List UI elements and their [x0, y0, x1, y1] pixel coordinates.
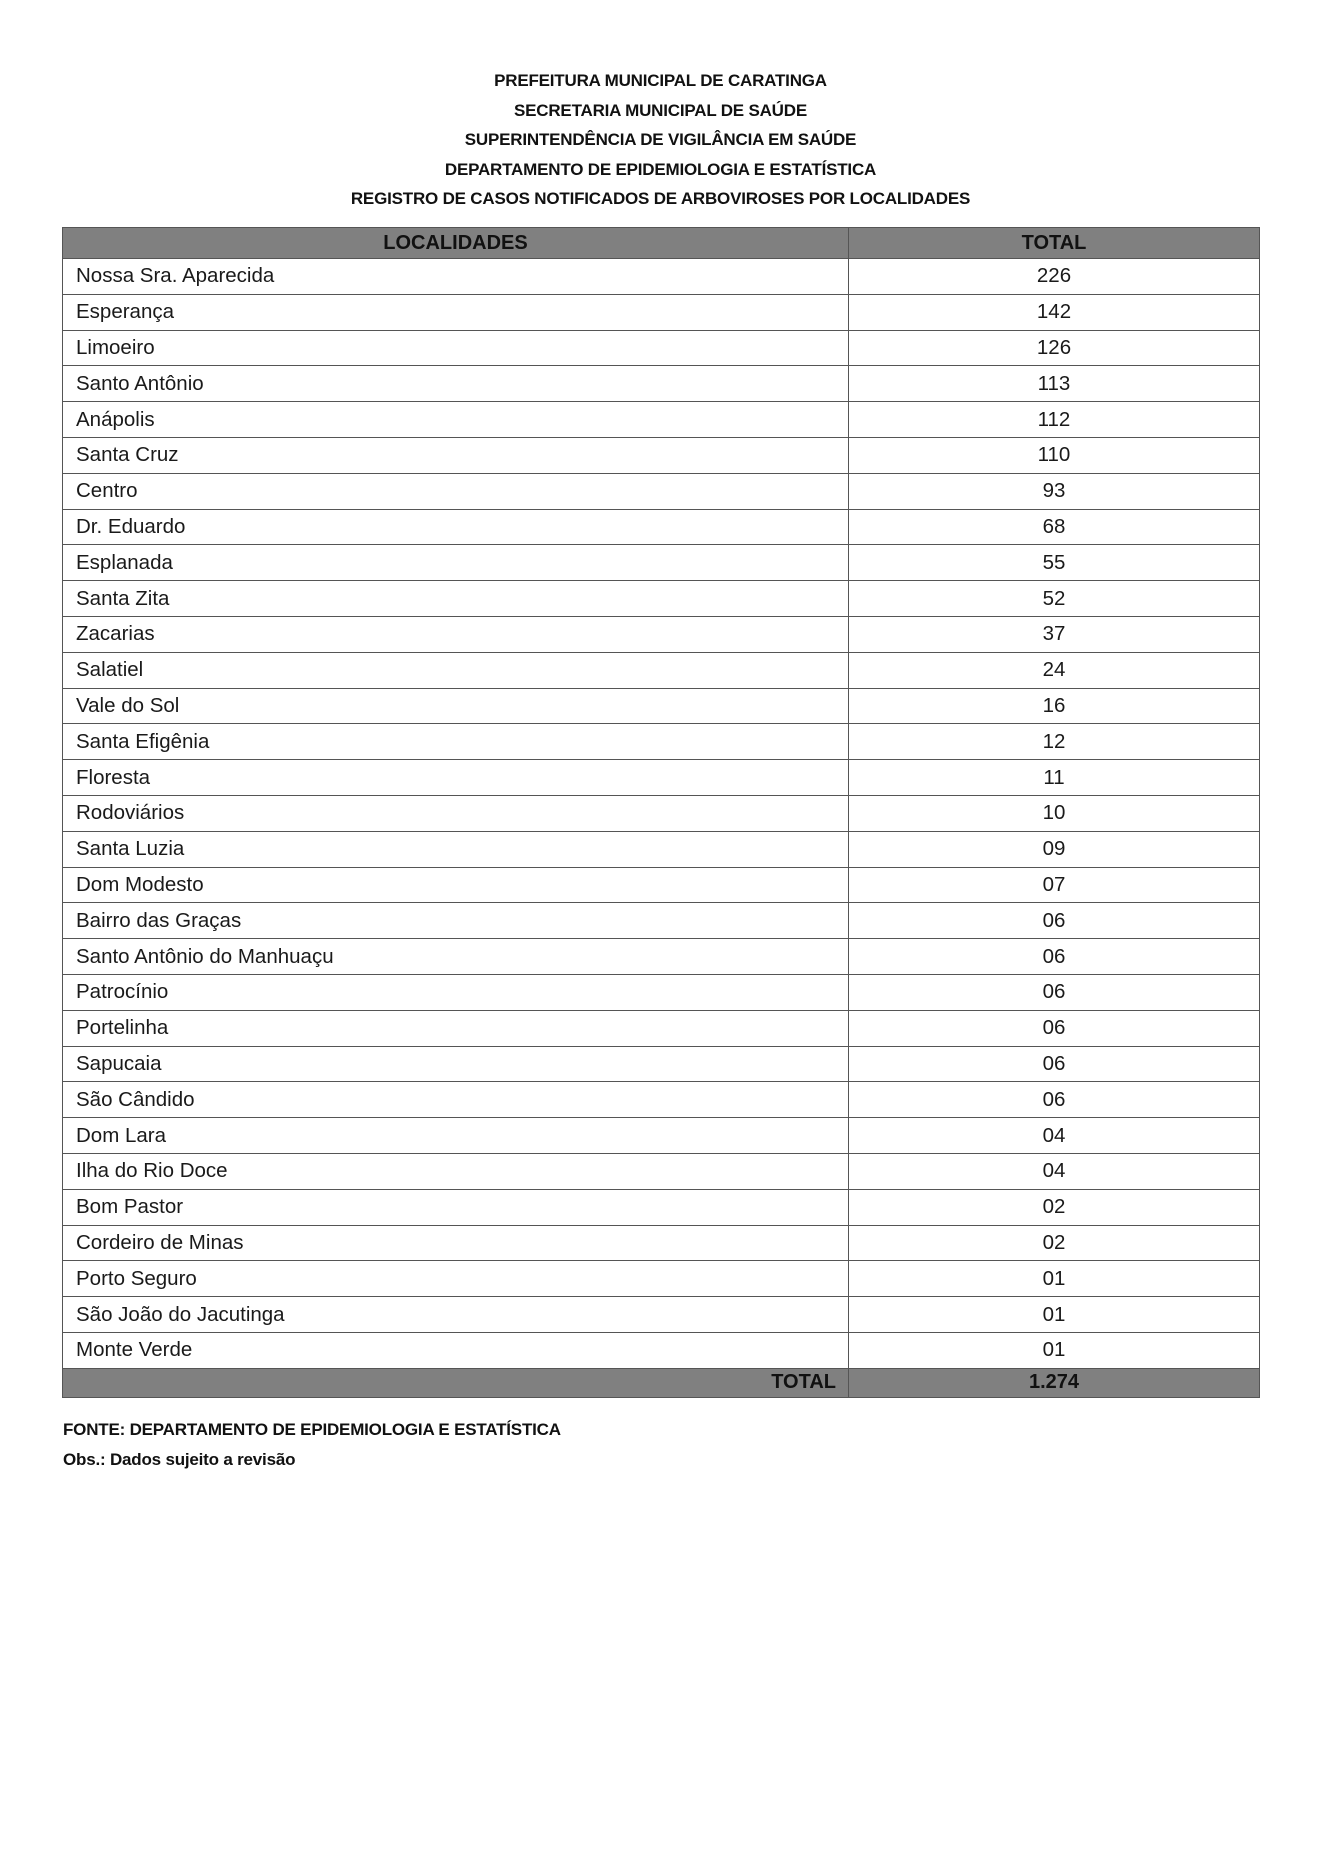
- locality-total: 06: [849, 939, 1260, 975]
- table-row: [63, 1332, 1260, 1368]
- table-row: [63, 974, 1260, 1010]
- document-title: REGISTRO DE CASOS NOTIFICADOS DE ARBOVIROSES POR LOCALIDADES: [350, 189, 971, 208]
- header-line-prefeitura: PREFEITURA MUNICIPAL DE CARATINGA: [494, 71, 827, 90]
- locality-total: 11: [849, 760, 1260, 796]
- locality-name: Esplanada: [63, 545, 849, 581]
- locality-total: 113: [849, 366, 1260, 402]
- locality-total: 01: [849, 1261, 1260, 1297]
- table-row: [63, 688, 1260, 724]
- locality-total: 93: [849, 473, 1260, 509]
- locality-total: 06: [849, 1082, 1260, 1118]
- total-value: 1.274: [849, 1368, 1260, 1397]
- locality-total: 112: [849, 402, 1260, 438]
- locality-total: 06: [849, 903, 1260, 939]
- table-row: [63, 1046, 1260, 1082]
- total-label: TOTAL: [63, 1368, 849, 1397]
- locality-total: 06: [849, 1046, 1260, 1082]
- locality-total: 02: [849, 1189, 1260, 1225]
- column-header-total: TOTAL: [849, 228, 1260, 259]
- cases-by-locality-table: [62, 227, 1260, 1398]
- source-note: FONTE: DEPARTAMENTO DE EPIDEMIOLOGIA E ESTATÍSTICA: [63, 1420, 561, 1439]
- table-row: [63, 473, 1260, 509]
- locality-total: 06: [849, 1010, 1260, 1046]
- locality-total: 226: [849, 259, 1260, 295]
- table-row: [63, 1010, 1260, 1046]
- locality-name: Bom Pastor: [63, 1189, 849, 1225]
- locality-name: Portelinha: [63, 1010, 849, 1046]
- locality-name: Santa Efigênia: [63, 724, 849, 760]
- locality-name: Salatiel: [63, 652, 849, 688]
- table-row: [63, 760, 1260, 796]
- locality-total: 12: [849, 724, 1260, 760]
- locality-name: Sapucaia: [63, 1046, 849, 1082]
- table-row: [63, 1297, 1260, 1333]
- table-row: [63, 724, 1260, 760]
- table-row: [63, 259, 1260, 295]
- locality-name: Santo Antônio do Manhuaçu: [63, 939, 849, 975]
- locality-name: Floresta: [63, 760, 849, 796]
- table-row: [63, 903, 1260, 939]
- locality-name: Dr. Eduardo: [63, 509, 849, 545]
- locality-total: 04: [849, 1153, 1260, 1189]
- locality-total: 126: [849, 330, 1260, 366]
- table-row: [63, 616, 1260, 652]
- locality-total: 16: [849, 688, 1260, 724]
- locality-name: Monte Verde: [63, 1332, 849, 1368]
- table-row: [63, 437, 1260, 473]
- locality-name: Ilha do Rio Doce: [63, 1153, 849, 1189]
- locality-total: 68: [849, 509, 1260, 545]
- locality-total: 01: [849, 1332, 1260, 1368]
- revision-note: Obs.: Dados sujeito a revisão: [63, 1450, 296, 1469]
- locality-name: Santa Zita: [63, 581, 849, 617]
- locality-name: Limoeiro: [63, 330, 849, 366]
- table-row: [63, 1082, 1260, 1118]
- header-line-departamento: DEPARTAMENTO DE EPIDEMIOLOGIA E ESTATÍSTICA: [444, 159, 877, 179]
- locality-total: 09: [849, 831, 1260, 867]
- header-line-secretaria: SECRETARIA MUNICIPAL DE SAÚDE: [514, 100, 807, 120]
- table-row: [63, 831, 1260, 867]
- locality-name: Nossa Sra. Aparecida: [63, 259, 849, 295]
- table-row: [63, 1225, 1260, 1261]
- locality-total: 37: [849, 616, 1260, 652]
- locality-total: 110: [849, 437, 1260, 473]
- table-total-row: [63, 1368, 1260, 1397]
- locality-name: Cordeiro de Minas: [63, 1225, 849, 1261]
- table-row: [63, 1118, 1260, 1154]
- locality-total: 07: [849, 867, 1260, 903]
- locality-name: Vale do Sol: [63, 688, 849, 724]
- locality-name: Rodoviários: [63, 795, 849, 831]
- locality-total: 01: [849, 1297, 1260, 1333]
- document-footer: [63, 1415, 561, 1475]
- column-header-localidades: LOCALIDADES: [63, 228, 849, 259]
- locality-total: 06: [849, 974, 1260, 1010]
- table-row: [63, 1261, 1260, 1297]
- table-body: [63, 259, 1260, 1369]
- locality-name: São Cândido: [63, 1082, 849, 1118]
- header-line-superintendencia: SUPERINTENDÊNCIA DE VIGILÂNCIA EM SAÚDE: [464, 130, 857, 149]
- locality-name: Centro: [63, 473, 849, 509]
- locality-name: Bairro das Graças: [63, 903, 849, 939]
- table-row: [63, 1189, 1260, 1225]
- locality-name: Santo Antônio: [63, 366, 849, 402]
- locality-total: 04: [849, 1118, 1260, 1154]
- table-row: [63, 366, 1260, 402]
- locality-name: Patrocínio: [63, 974, 849, 1010]
- locality-name: Dom Lara: [63, 1118, 849, 1154]
- locality-name: Porto Seguro: [63, 1261, 849, 1297]
- table-row: [63, 939, 1260, 975]
- locality-name: Zacarias: [63, 616, 849, 652]
- locality-name: Dom Modesto: [63, 867, 849, 903]
- locality-name: Anápolis: [63, 402, 849, 438]
- table-header-row: [63, 228, 1260, 259]
- table-row: [63, 867, 1260, 903]
- table-row: [63, 545, 1260, 581]
- table-row: [63, 581, 1260, 617]
- locality-name: Santa Luzia: [63, 831, 849, 867]
- locality-name: Santa Cruz: [63, 437, 849, 473]
- table-row: [63, 402, 1260, 438]
- locality-total: 24: [849, 652, 1260, 688]
- table-row: [63, 509, 1260, 545]
- locality-total: 55: [849, 545, 1260, 581]
- locality-total: 02: [849, 1225, 1260, 1261]
- table-row: [63, 330, 1260, 366]
- locality-total: 52: [849, 581, 1260, 617]
- locality-total: 10: [849, 795, 1260, 831]
- locality-name: Esperança: [63, 294, 849, 330]
- table-row: [63, 294, 1260, 330]
- table-row: [63, 795, 1260, 831]
- table-row: [63, 1153, 1260, 1189]
- table-row: [63, 652, 1260, 688]
- locality-name: São João do Jacutinga: [63, 1297, 849, 1333]
- document-header: [0, 66, 1321, 214]
- locality-total: 142: [849, 294, 1260, 330]
